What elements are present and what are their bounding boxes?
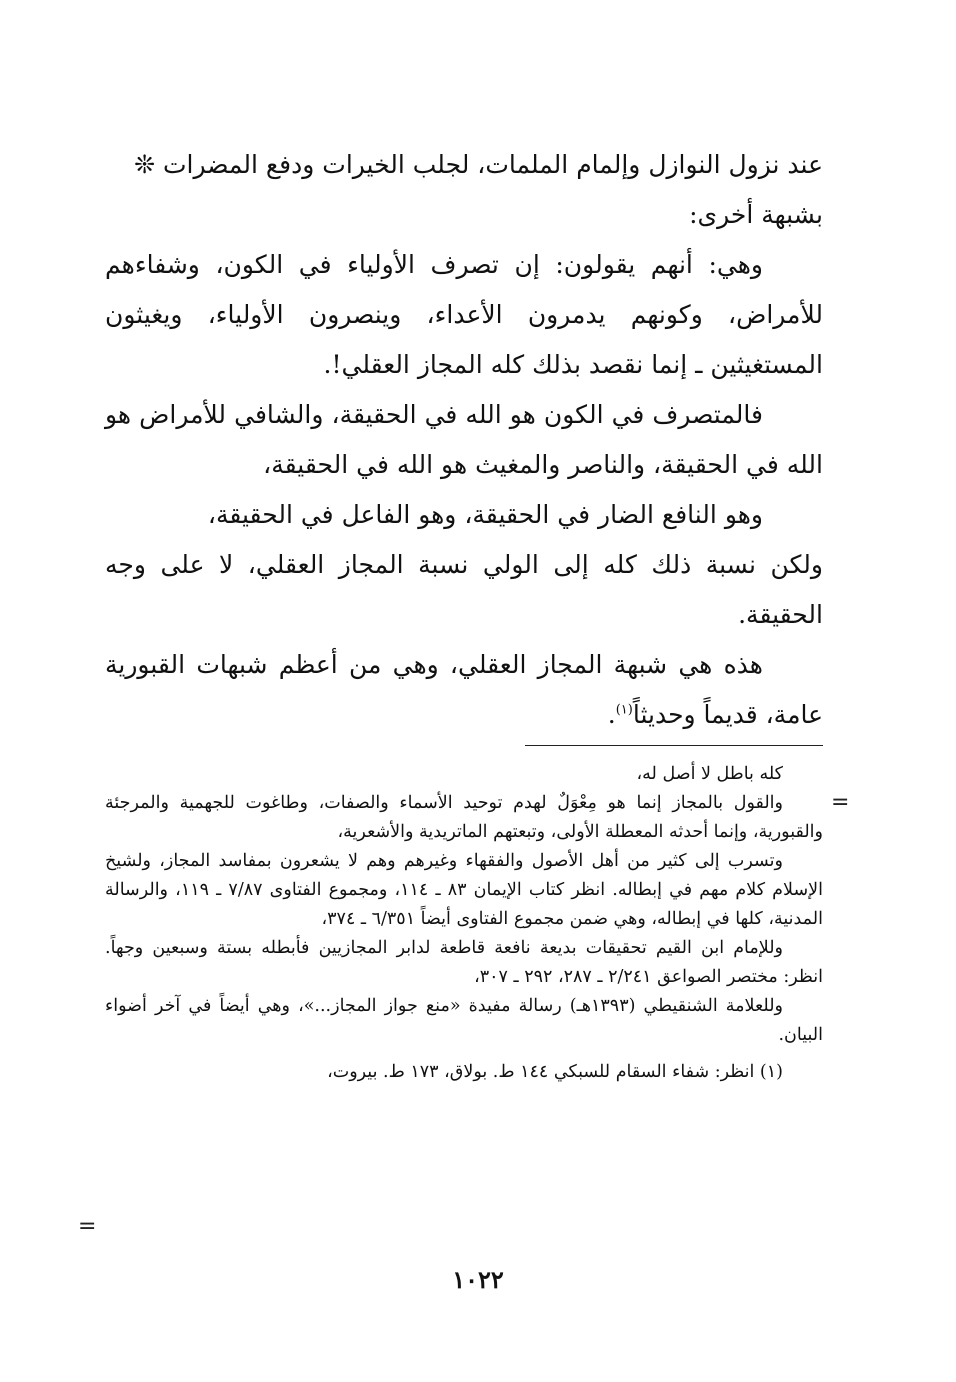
- main-paragraph: وهي: أنهم يقولون: إن تصرف الأولياء في الكون، وشفاءهم للأمراض، وكونهم يدمرون الأعداء، وينصرون الأولياء، ويغيثون المستغيثين ـ إنما نقصد بذلك كله المجاز العقلي!.: [105, 250, 823, 379]
- main-paragraph-text: هذه هي شبهة المجاز العقلي، وهي من أعظم شبهات القبورية عامة، قديماً وحديثاً: [105, 650, 823, 729]
- main-paragraph: وهو النافع الضار في الحقيقة، وهو الفاعل في الحقيقة،: [207, 500, 763, 529]
- footnote-continuation-mark: =: [831, 790, 850, 815]
- main-paragraph-with-footnote: [105, 640, 823, 740]
- footnote-paragraph: وللإمام ابن القيم تحقيقات بديعة نافعة قاطعة لدابر المجازيين فأبطله بستة وسبعين وجهاً. انظر: مختصر الصواعق ٢/٢٤١ ـ ٢٨٧، ٢٩٢ ـ ٣٠٧،: [105, 938, 823, 987]
- paragraph-end-punctuation: .: [607, 700, 616, 729]
- main-paragraph: ولكن نسبة ذلك كله إلى الولي نسبة المجاز العقلي، لا على وجه الحقيقة.: [105, 550, 823, 629]
- footnote-paragraph: والقول بالمجاز إنما هو مِعْوَلٌ لهدم توحيد الأسماء والصفات، وطاغوت للجهمية والمرجئة والقبورية، وإنما أحدثه المعطلة الأولى، وتبعتهم الماتريدية والأشعرية،: [105, 793, 823, 842]
- main-paragraph: فالمتصرف في الكون هو الله في الحقيقة، والشافي للأمراض هو الله في الحقيقة، والناصر والمغيث هو الله في الحقيقة،: [105, 400, 823, 479]
- footnote-1: (١) انظر: شفاء السقام للسبكي ١٤٤ ط. بولاق، ١٧٣ ط. بيروت،: [327, 1062, 783, 1082]
- footnote-continues-mark: =: [78, 1214, 97, 1239]
- main-paragraph: بشبهة أخرى:: [689, 200, 823, 229]
- footnotes: [105, 760, 823, 1087]
- footnote-paragraph: كله باطل لا أصل له،: [636, 764, 783, 784]
- footnote-reference[interactable]: (١): [615, 702, 633, 718]
- footnote-paragraph: وللعلامة الشنقيطي (١٣٩٣هـ) رسالة مفيدة «منع جواز المجاز...»، وهي أيضاً في آخر أضواء البيان.: [105, 996, 823, 1045]
- main-text: [105, 140, 823, 740]
- footnote-paragraph: وتسرب إلى كثير من أهل الأصول والفقهاء وغيرهم وهم لا يشعرون بمفاسد المجاز، ولشيخ الإسلام كلام مهم في إبطاله. انظر كتاب الإيمان ٨٣ ـ ١١٤، ومجموع الفتاوى ٧/٨٧ ـ ١١٩، والرسالة المدنية، كلها في إبطاله، وهي ضمن مجموع الفتاوى أيضاً ٦/٣٥١ ـ ٣٧٤،: [105, 851, 823, 929]
- page-number: ١٠٢٢: [452, 1265, 504, 1294]
- footnote-separator: [525, 745, 823, 746]
- main-paragraph: عند نزول النوازل وإلمام الملمات، لجلب الخيرات ودفع المضرات ❊: [134, 150, 823, 179]
